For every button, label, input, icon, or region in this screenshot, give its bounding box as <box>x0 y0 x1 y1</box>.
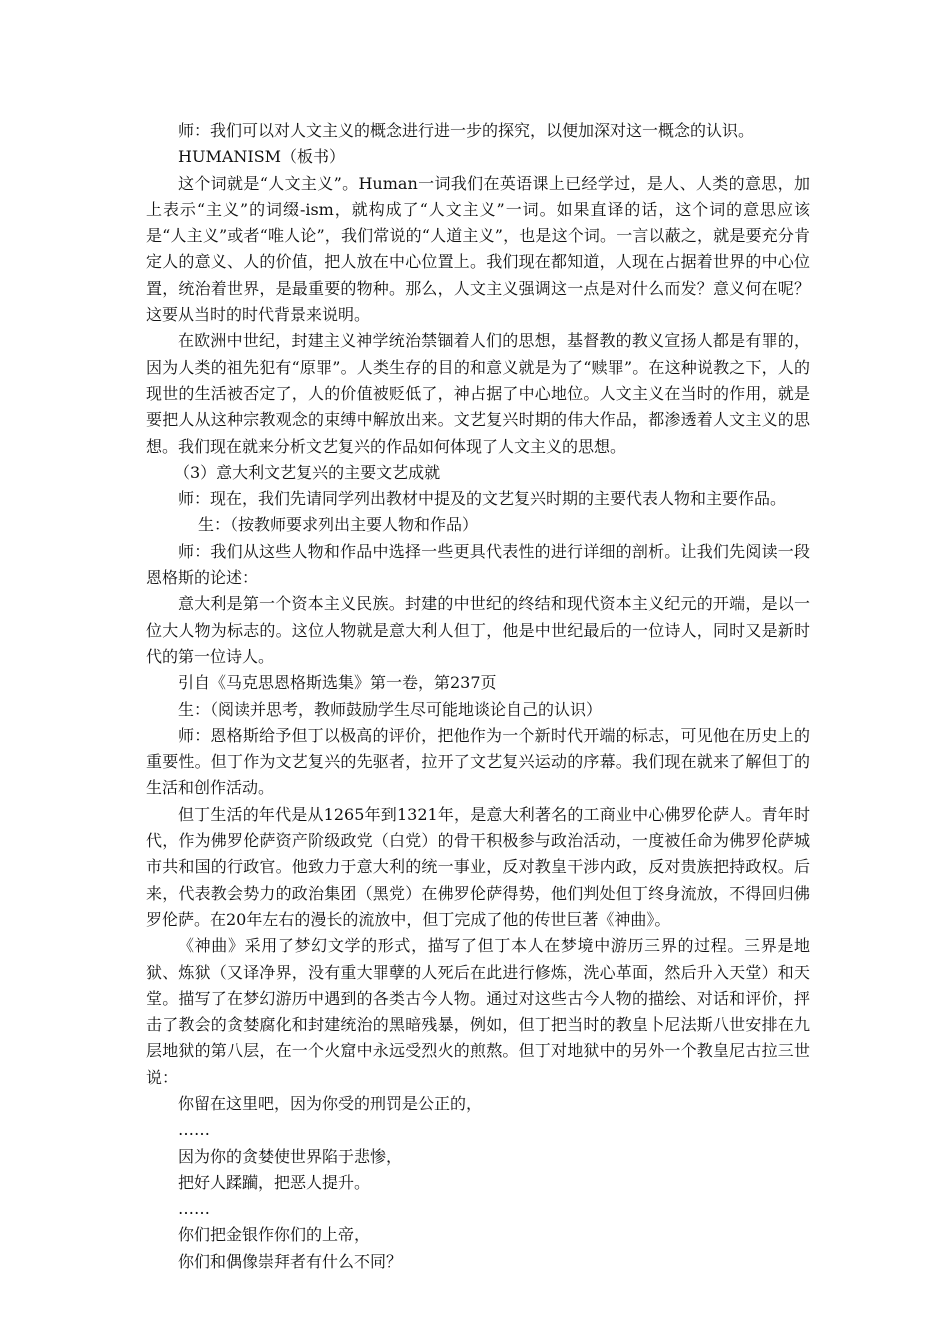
teacher-request-line: 师：现在，我们先请同学列出教材中提及的文艺复兴时期的主要代表人物和主要作品。 <box>178 489 787 509</box>
poem-line: 把好人蹂躏，把恶人提升。 <box>178 1172 371 1192</box>
student-reading-line: 生：（阅读并思考，教师鼓励学生尽可能地谈论自己的认识） <box>178 699 603 719</box>
teacher-engels-intro-paragraph: 师：我们从这些人物和作品中选择一些更具代表性的进行详细的剖析。让我们先阅读一段恩格斯的论述： <box>146 541 810 588</box>
poem-line: 你们把金银作你们的上帝， <box>178 1225 371 1245</box>
medieval-background-paragraph: 在欧洲中世纪，封建主义神学统治禁锢着人们的思想，基督教的教义宣扬人都是有罪的，因为人类的祖先犯有“原罪”。人类生存的目的和意义就是为了“赎罪”。在这种说教之下，人的现世的生活被否定了，人的价值被贬低了，神占据了中心地位。人文主义在当时的作用，就是要把人从这种宗教观念的束缚中解放出来。文艺复兴时期的伟大作品，都渗透着人文主义的思想。我们现在就来分析文艺复兴的作品如何体现了人文主义的思想。 <box>146 331 810 456</box>
divine-comedy-paragraph: 《神曲》采用了梦幻文学的形式，描写了但丁本人在梦境中游历三界的过程。三界是地狱、炼狱（又译净界，没有重大罪孽的人死后在此进行修炼，洗心革面，然后升入天堂）和天堂。描写了在梦幻游历中遇到的各类古今人物。通过对这些古今人物的描绘、对话和评价，抨击了教会的贪婪腐化和封建统治的黑暗残暴，例如，但丁把当时的教皇卜尼法斯八世安排在九层地狱的第八层，在一个火窟中永远受烈火的煎熬。但丁对地狱中的另外一个教皇尼古拉三世说： <box>146 936 810 1087</box>
section-heading: （3）意大利文艺复兴的主要文艺成就 <box>174 462 441 482</box>
poem-line: 你留在这里吧，因为你受的刑罚是公正的， <box>178 1093 483 1113</box>
document-page <box>146 118 810 1275</box>
dante-biography-paragraph: 但丁生活的年代是从1265年到1321年，是意大利著名的工商业中心佛罗伦萨人。青年时代，作为佛罗伦萨资产阶级政党（白党）的骨干积极参与政治活动，一度被任命为佛罗伦萨城市共和国的行政官。他致力于意大利的统一事业，反对教皇干涉内政，反对贵族把持政权。后来，代表教会势力的政治集团（黑党）在佛罗伦萨得势，他们判处但丁终身流放，不得回归佛罗伦萨。在20年左右的漫长的流放中，但丁完成了他的传世巨著《神曲》。 <box>146 804 810 929</box>
teacher-intro-line: 师：我们可以对人文主义的概念进行进一步的探究，以便加深对这一概念的认识。 <box>178 121 755 140</box>
poem-line: 因为你的贪婪使世界陷于悲惨， <box>178 1146 403 1166</box>
poem-ellipsis: …… <box>178 1199 210 1219</box>
humanism-explanation-paragraph: 这个词就是“人文主义”。Human一词我们在英语课上已经学过，是人、人类的意思，加上表示“主义”的词缀-ism，就构成了“人文主义”一词。如果直译的话，这个词的意思应该是“人主义”或者“唯人论”，我们常说的“人道主义”，也是这个词。一言以蔽之，就是要充分肯定人的意义、人的价值，把人放在中心位置上。我们现在都知道，人现在占据着世界的中心位置，统治着世界，是最重要的物种。那么，人文主义强调这一点是对什么而发？意义何在呢？这要从当时的时代背景来说明。 <box>146 173 810 325</box>
poem-ellipsis: …… <box>178 1120 210 1140</box>
teacher-dante-paragraph: 师：恩格斯给予但丁以极高的评价，把他作为一个新时代开端的标志，可见他在历史上的重要性。但丁作为文艺复兴的先驱者，拉开了文艺复兴运动的序幕。我们现在就来了解但丁的生活和创作活动。 <box>146 725 810 798</box>
board-note: HUMANISM（板书） <box>178 147 346 167</box>
student-response-line: 生：（按教师要求列出主要人物和作品） <box>198 515 479 535</box>
poem-line: 你们和偶像崇拜者有什么不同？ <box>178 1251 403 1271</box>
engels-quote-paragraph: 意大利是第一个资本主义民族。封建的中世纪的终结和现代资本主义纪元的开端，是以一位大人物为标志的。这位人物就是意大利人但丁，他是中世纪最后的一位诗人，同时又是新时代的第一位诗人。 <box>146 594 810 666</box>
citation-line: 引自《马克思恩格斯选集》第一卷，第237页 <box>178 673 497 693</box>
